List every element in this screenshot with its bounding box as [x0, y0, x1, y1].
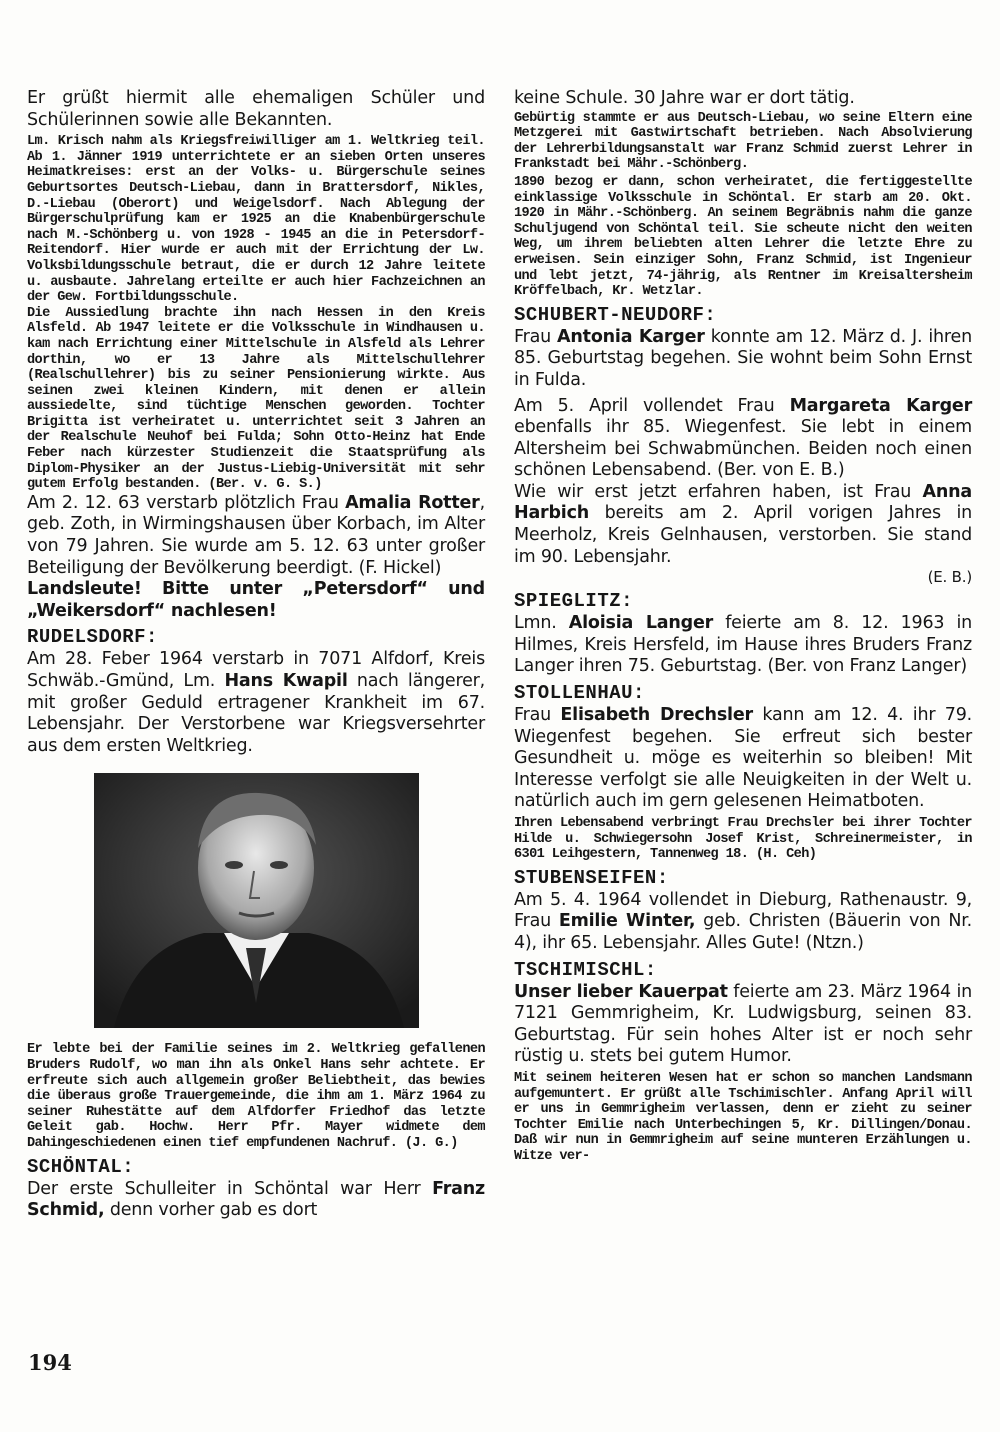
kwapil-family-note: Er lebte bei der Familie seines im 2. Weltkrieg gefallenen Bruders Rudolf, wo man ihn als Onkel Hans sehr achtete. Er erfreute sich auch allgemein großer Beliebtheit, das bewies die überaus große Trauergemeinde, die ihm am 1. März 1964 zu seiner Ruhestätte auf dem Alfdorfer Friedhof das letzte Geleit gab. Hochw. Herr Pfr. Mayer widmete dem Dahingeschiedenen einen tief empfundenen Nachruf. (J. G.): [27, 1042, 485, 1151]
name-franz-schmid-son: Franz Schmid: [756, 252, 851, 268]
read-notice: Landsleute! Bitte unter „Petersdorf“ und „Weikersdorf“ nachlesen!: [27, 579, 485, 621]
schmid-origin: Gebürtig stammte er aus Deutsch-Liebau, wo seine Eltern eine Metzgerei mit Gastwirtschaft betrieben. Nach Absolvierung der Lehrerbildungsanstalt war Franz Schmid zuerst Lehrer in Frankstadt bei Mähr.-Schönberg.: [514, 110, 972, 173]
schmid-career: 1890 bezog er dann, schon verheiratet, die fertiggestellte einklassige Volksschule in Schöntal. Er starb am 20. Okt. 1920 in Mähr.-Schönberg. An seinem Begräbnis nahm die ganze Schuljugend von Schöntal teil. Sie scheute nicht den weiten Weg, um ihrem beliebten alten Lehrer die letzte Ehre zu erweisen. Sein einziger Sohn, Franz Schmid, ist Ingenieur und lebt jetzt, 74-jährig, als Rentner im Kreisaltersheim Kröffelbach, Kr. Wetzlar.: [514, 174, 972, 300]
margareta-karger-birthday: Am 5. April vollendet Frau Margareta Karger ebenfalls ihr 85. Wiegenfest. Sie lebt in einem Altersheim bei Schwabmünchen. Beiden noch einen schönen Lebensabend. (Ber. von E. B.): [514, 395, 972, 481]
heading-stubenseifen: STUBENSEIFEN:: [514, 866, 669, 889]
greeting-paragraph: Er grüßt hiermit alle ehemaligen Schüler und Schülerinnen sowie alle Bekannten.: [27, 88, 485, 130]
heading-stollenhau: STOLLENHAU:: [514, 682, 645, 705]
name-aloisia-langer: Aloisia Langer: [568, 613, 714, 634]
portrait-image: [94, 773, 419, 1028]
kwapil-obituary: Am 28. Feber 1964 verstarb in 7071 Alfdorf, Kreis Schwäb.-Gmünd, Lm. Hans Kwapil nach längerer, mit großer Geduld ertragener Krankheit im 67. Lebensjahr. Der Verstorbene war Kriegsversehrter aus dem ersten Weltkrieg.: [27, 649, 485, 756]
harbich-reporter: (E. B.): [927, 568, 972, 587]
heading-rudelsdorf: RUDELSDORF:: [27, 626, 158, 649]
drechsler-residence: Ihren Lebensabend verbringt Frau Drechsler bei ihrer Tochter Hilde u. Schwiegersohn Josef Krist, Schreinermeister, in 6301 Leihgestern, Tannenweg 18. (H. Ceh): [514, 816, 972, 863]
heading-schubert-neudorf: SCHUBERT-NEUDORF:: [514, 303, 717, 326]
harbich-obituary: Wie wir erst jetzt erfahren haben, ist Frau Anna Harbich bereits am 2. April vorigen Jahres in Meerholz, Kreis Gelnhausen, verstorben. Sie stand im 90. Lebensjahr.: [514, 481, 972, 567]
langer-birthday: Lmn. Aloisia Langer feierte am 8. 12. 1963 in Hilmes, Kreis Hersfeld, im Hause ihres Bruders Franz Langer ihren 75. Geburtstag. (Ber. von Franz Langer): [514, 613, 972, 677]
heading-tschimischl: TSCHIMISCHL:: [514, 958, 657, 981]
krisch-biography: Lm. Krisch nahm als Kriegsfreiwilliger am 1. Weltkrieg teil. Ab 1. Jänner 1919 unterrichtete er an sieben Orten unseres Heimatkreises: erst an der Volks- u. Bürgerschule seines Geburtsortes Deutsch-Liebau, dann in Brattersdorf, Nikles, D.-Liebau (Oberort) und Weigelsdorf. Nach Ablegung der Bürgerschulprüfung kam er 1925 an die Knabenbürgerschule nach M.-Schönberg u. von 1928 - 1945 an die in Petersdorf-Reitendorf. Hier wurde er auch mit der Errichtung der Lw. Volksbildungsschule betraut, die er durch 12 Jahre leitete u. ausbaute. Jahrelang erteilte er auch hier Fachzeichnen an der Gew. Fortbildungsschule.: [27, 134, 485, 306]
right-column: [514, 88, 972, 1165]
drechsler-birthday: Frau Elisabeth Drechsler kann am 12. 4. ihr 79. Wiegenfest begehen. Sie erfreut sich bester Gesundheit u. möge es weiterhin so bleiben! Mit Interesse verfolgt sie alle Neuigkeiten in der Welt u. natürlich auch im gern gelesenen Heimatboten.: [514, 705, 972, 812]
page-number: 194: [28, 1350, 72, 1375]
heading-schoental: SCHÖNTAL:: [27, 1155, 135, 1178]
rotter-obituary: Am 2. 12. 63 verstarb plötzlich Frau Amalia Rotter, geb. Zoth, in Wirmingshausen über Korbach, im Alter von 79 Jahren. Sie wurde am 5. 12. 63 unter großer Beteiligung der Bevölkerung beerdigt. (F. Hickel): [27, 492, 485, 578]
portrait-photo: [94, 773, 419, 1028]
left-column: [27, 88, 485, 1222]
name-antonia-karger: Antonia Karger: [557, 326, 705, 347]
name-franz-schmid: Franz Schmid,: [27, 1178, 485, 1221]
name-hans-kwapil: Hans Kwapil: [224, 671, 348, 691]
name-anna-harbich: Anna Harbich: [514, 481, 972, 524]
name-elisabeth-drechsler: Elisabeth Drechsler: [560, 705, 753, 726]
kauerpat-birthday: Unser lieber Kauerpat feierte am 23. März 1964 in 7121 Gemmrigheim, Kr. Ludwigsburg, seinen 83. Geburtstag. Für sein hohes Alter ist er noch sehr rüstig u. stets bei gutem Humor.: [514, 981, 973, 1067]
winter-birthday: Am 5. 4. 1964 vollendet in Dieburg, Rathenaustr. 9, Frau Emilie Winter, geb. Christen (Bäuerin von Nr. 4), ihr 65. Lebensjahr. Alles Gute! (Ntzn.): [514, 889, 972, 953]
name-kauerpat: Unser lieber Kauerpat: [514, 981, 728, 1002]
heading-spieglitz: SPIEGLITZ:: [514, 590, 634, 613]
schmid-continuation: keine Schule. 30 Jahre war er dort tätig.: [514, 88, 855, 108]
name-emilie-winter: Emilie Winter,: [558, 911, 696, 932]
krisch-later-life: Die Aussiedlung brachte ihn nach Hessen in den Kreis Alsfeld. Ab 1947 leitete er die Volksschule in Windhausen u. kam nach Errichtung einer Mittelschule in Alsfeld als Lehrer dorthin, wo er 13 Jahre als Mittelschullehrer (Realschullehrer) bis zu seiner Pensionierung wirkte. Aus seinen zwei kleinen Kindern, mit denen er allein aussiedelte, sind tüchtige Menschen geworden. Tochter Brigitta ist verheiratet u. unterrichtet seit 3 Jahren an der Realschule Neuhof bei Fulda; Sohn Otto-Heinz hat Ende Feber nach kürzester Studienzeit die Staatsprüfung als Diplom-Physiker an der Justus-Liebig-Universität mit sehr gutem Erfolg bestanden. (Ber. v. G. S.): [27, 305, 485, 493]
schmid-intro: Der erste Schulleiter in Schöntal war Herr Franz Schmid, denn vorher gab es dort: [27, 1178, 485, 1221]
name-margareta-karger: Margareta Karger: [789, 395, 972, 416]
kauerpat-moving: Mit seinem heiteren Wesen hat er schon so manchen Landsmann aufgemuntert. Er grüßt alle Tschimischler. Anfang April will er uns in Gemmrigheim verlassen, denn er zieht zu seiner Tochter Emilie nach Unterbechingen 5, Kr. Dillingen/Donau. Daß wir nun in Gemmrigheim auf seine munteren Erzählungen u. Witze ver-: [514, 1070, 972, 1164]
name-amalia-rotter: Amalia Rotter: [345, 492, 480, 513]
antonia-karger-birthday: Frau Antonia Karger konnte am 12. März d. J. ihren 85. Geburtstag begehen. Sie wohnt beim Sohn Ernst in Fulda.: [514, 326, 972, 390]
